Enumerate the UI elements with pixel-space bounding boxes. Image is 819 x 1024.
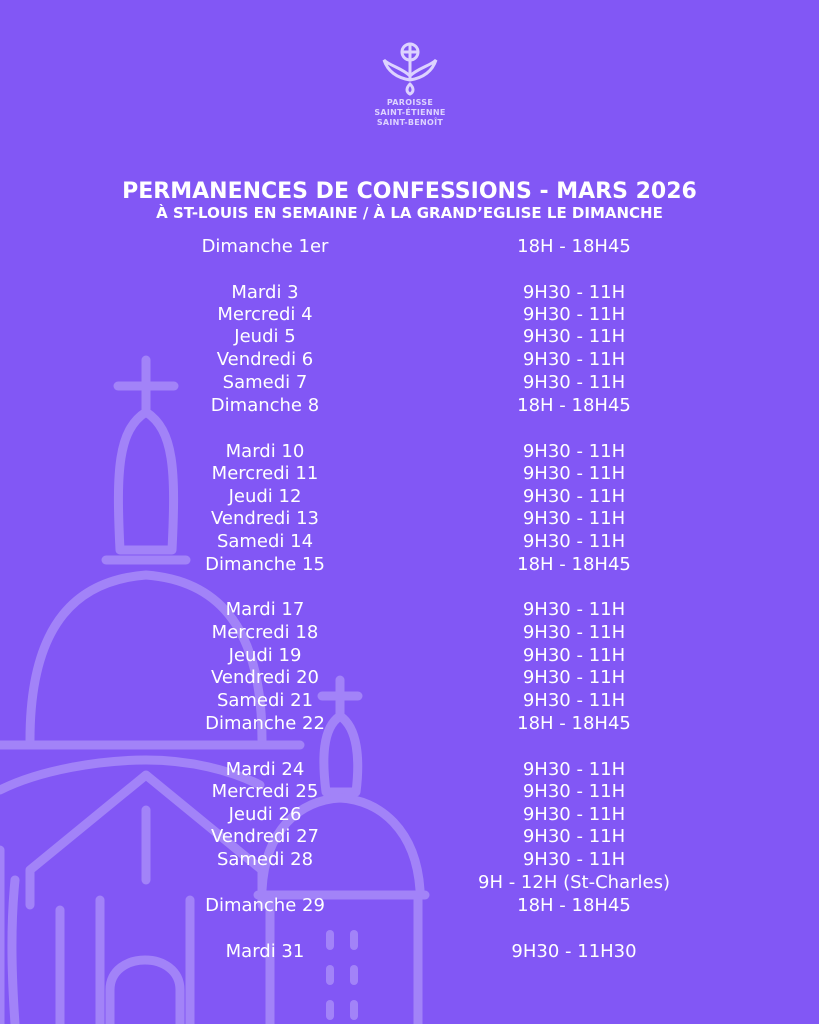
- schedule-row: [0, 235, 819, 258]
- parish-logo: [360, 38, 460, 128]
- schedule-time: 9H30 - 11H: [522, 508, 626, 529]
- schedule-time: 9H30 - 11H: [522, 441, 626, 462]
- schedule-day: Mercredi 11: [211, 463, 319, 484]
- schedule-row: [0, 281, 819, 304]
- schedule-row: [0, 666, 819, 689]
- schedule-day: Mercredi 4: [217, 304, 313, 325]
- schedule-time: 9H30 - 11H: [522, 463, 626, 484]
- schedule-row: [0, 303, 819, 326]
- schedule-row: [0, 530, 819, 553]
- schedule-time: 9H30 - 11H: [522, 282, 626, 303]
- schedule-day: Vendredi 6: [216, 349, 314, 370]
- schedule-row: [0, 394, 819, 417]
- schedule-time: 9H30 - 11H: [522, 486, 626, 507]
- schedule-row: [0, 848, 819, 871]
- schedule-time: 9H30 - 11H30: [511, 941, 637, 962]
- schedule-row: [0, 485, 819, 508]
- schedule-time: 9H30 - 11H: [522, 304, 626, 325]
- schedule-time: 9H30 - 11H: [522, 804, 626, 825]
- schedule-day: Mardi 17: [225, 599, 305, 620]
- schedule-day: Samedi 7: [222, 372, 308, 393]
- schedule-time: 18H - 18H45: [517, 713, 631, 734]
- schedule-time: 9H30 - 11H: [522, 645, 626, 666]
- schedule-row: [0, 325, 819, 348]
- schedule-time: 9H30 - 11H: [522, 781, 626, 802]
- schedule-time: 9H30 - 11H: [522, 622, 626, 643]
- schedule-time: 9H30 - 11H: [522, 849, 626, 870]
- schedule-time: 18H - 18H45: [517, 395, 631, 416]
- schedule-day: Samedi 28: [216, 849, 314, 870]
- schedule-row: [0, 348, 819, 371]
- logo-text-line-1: PAROISSE: [386, 98, 434, 107]
- schedule-row: [0, 644, 819, 667]
- schedule-row: [0, 758, 819, 781]
- logo-text-line-2: SAINT-ÉTIENNE: [374, 108, 446, 117]
- schedule-time: 9H30 - 11H: [522, 667, 626, 688]
- schedule-day: Mercredi 25: [211, 781, 319, 802]
- schedule-row: [0, 825, 819, 848]
- schedule-day: Jeudi 5: [234, 326, 296, 347]
- schedule-row: [0, 894, 819, 917]
- schedule-row: [0, 621, 819, 644]
- page-subtitle: À ST-LOUIS EN SEMAINE / À LA GRAND’EGLISE LE DIMANCHE: [156, 204, 663, 222]
- schedule-row: [0, 803, 819, 826]
- schedule-day: Samedi 21: [216, 690, 314, 711]
- schedule-day: Vendredi 13: [211, 508, 319, 529]
- schedule-time: 18H - 18H45: [517, 895, 631, 916]
- schedule-day: Mardi 24: [225, 759, 305, 780]
- schedule-day: Mardi 31: [225, 941, 305, 962]
- cross-flower-icon: [378, 38, 442, 98]
- schedule-day: Vendredi 20: [211, 667, 319, 688]
- schedule-day: Vendredi 27: [211, 826, 319, 847]
- schedule-time: 9H30 - 11H: [522, 826, 626, 847]
- schedule-time: 18H - 18H45: [517, 236, 631, 257]
- schedule-day: Samedi 14: [216, 531, 314, 552]
- schedule-day: Jeudi 12: [228, 486, 302, 507]
- schedule-time: 9H30 - 11H: [522, 349, 626, 370]
- schedule-day: Dimanche 8: [210, 395, 320, 416]
- schedule-row: [0, 507, 819, 530]
- schedule-day: Jeudi 19: [228, 645, 302, 666]
- schedule-time: 9H30 - 11H: [522, 759, 626, 780]
- schedule-time: 9H30 - 11H: [522, 531, 626, 552]
- schedule-row: [0, 598, 819, 621]
- schedule-row: [0, 440, 819, 463]
- schedule-row: [0, 712, 819, 735]
- schedule-day: Mercredi 18: [211, 622, 319, 643]
- schedule-row: [0, 871, 819, 894]
- schedule-day: Dimanche 15: [205, 554, 325, 575]
- schedule-time: 9H30 - 11H: [522, 690, 626, 711]
- schedule-day: Dimanche 22: [205, 713, 325, 734]
- schedule-time: 9H30 - 11H: [522, 326, 626, 347]
- schedule-row: [0, 462, 819, 485]
- schedule-day: Jeudi 26: [228, 804, 302, 825]
- schedule-row: [0, 940, 819, 963]
- schedule-day: Mardi 3: [231, 282, 299, 303]
- page-title: PERMANENCES DE CONFESSIONS - MARS 2026: [122, 179, 697, 204]
- schedule-time: 18H - 18H45: [517, 554, 631, 575]
- schedule-time: 9H30 - 11H: [522, 372, 626, 393]
- schedule-day: Dimanche 1er: [201, 236, 329, 257]
- schedule-day: Dimanche 29: [205, 895, 325, 916]
- logo-text-line-3: SAINT-BENOÎT: [376, 118, 444, 127]
- schedule-row: [0, 371, 819, 394]
- schedule-time: 9H30 - 11H: [522, 599, 626, 620]
- schedule-day: Mardi 10: [225, 441, 305, 462]
- schedule-row: [0, 689, 819, 712]
- schedule-row: [0, 780, 819, 803]
- schedule-time: 9H - 12H (St-Charles): [478, 872, 670, 893]
- schedule-row: [0, 553, 819, 576]
